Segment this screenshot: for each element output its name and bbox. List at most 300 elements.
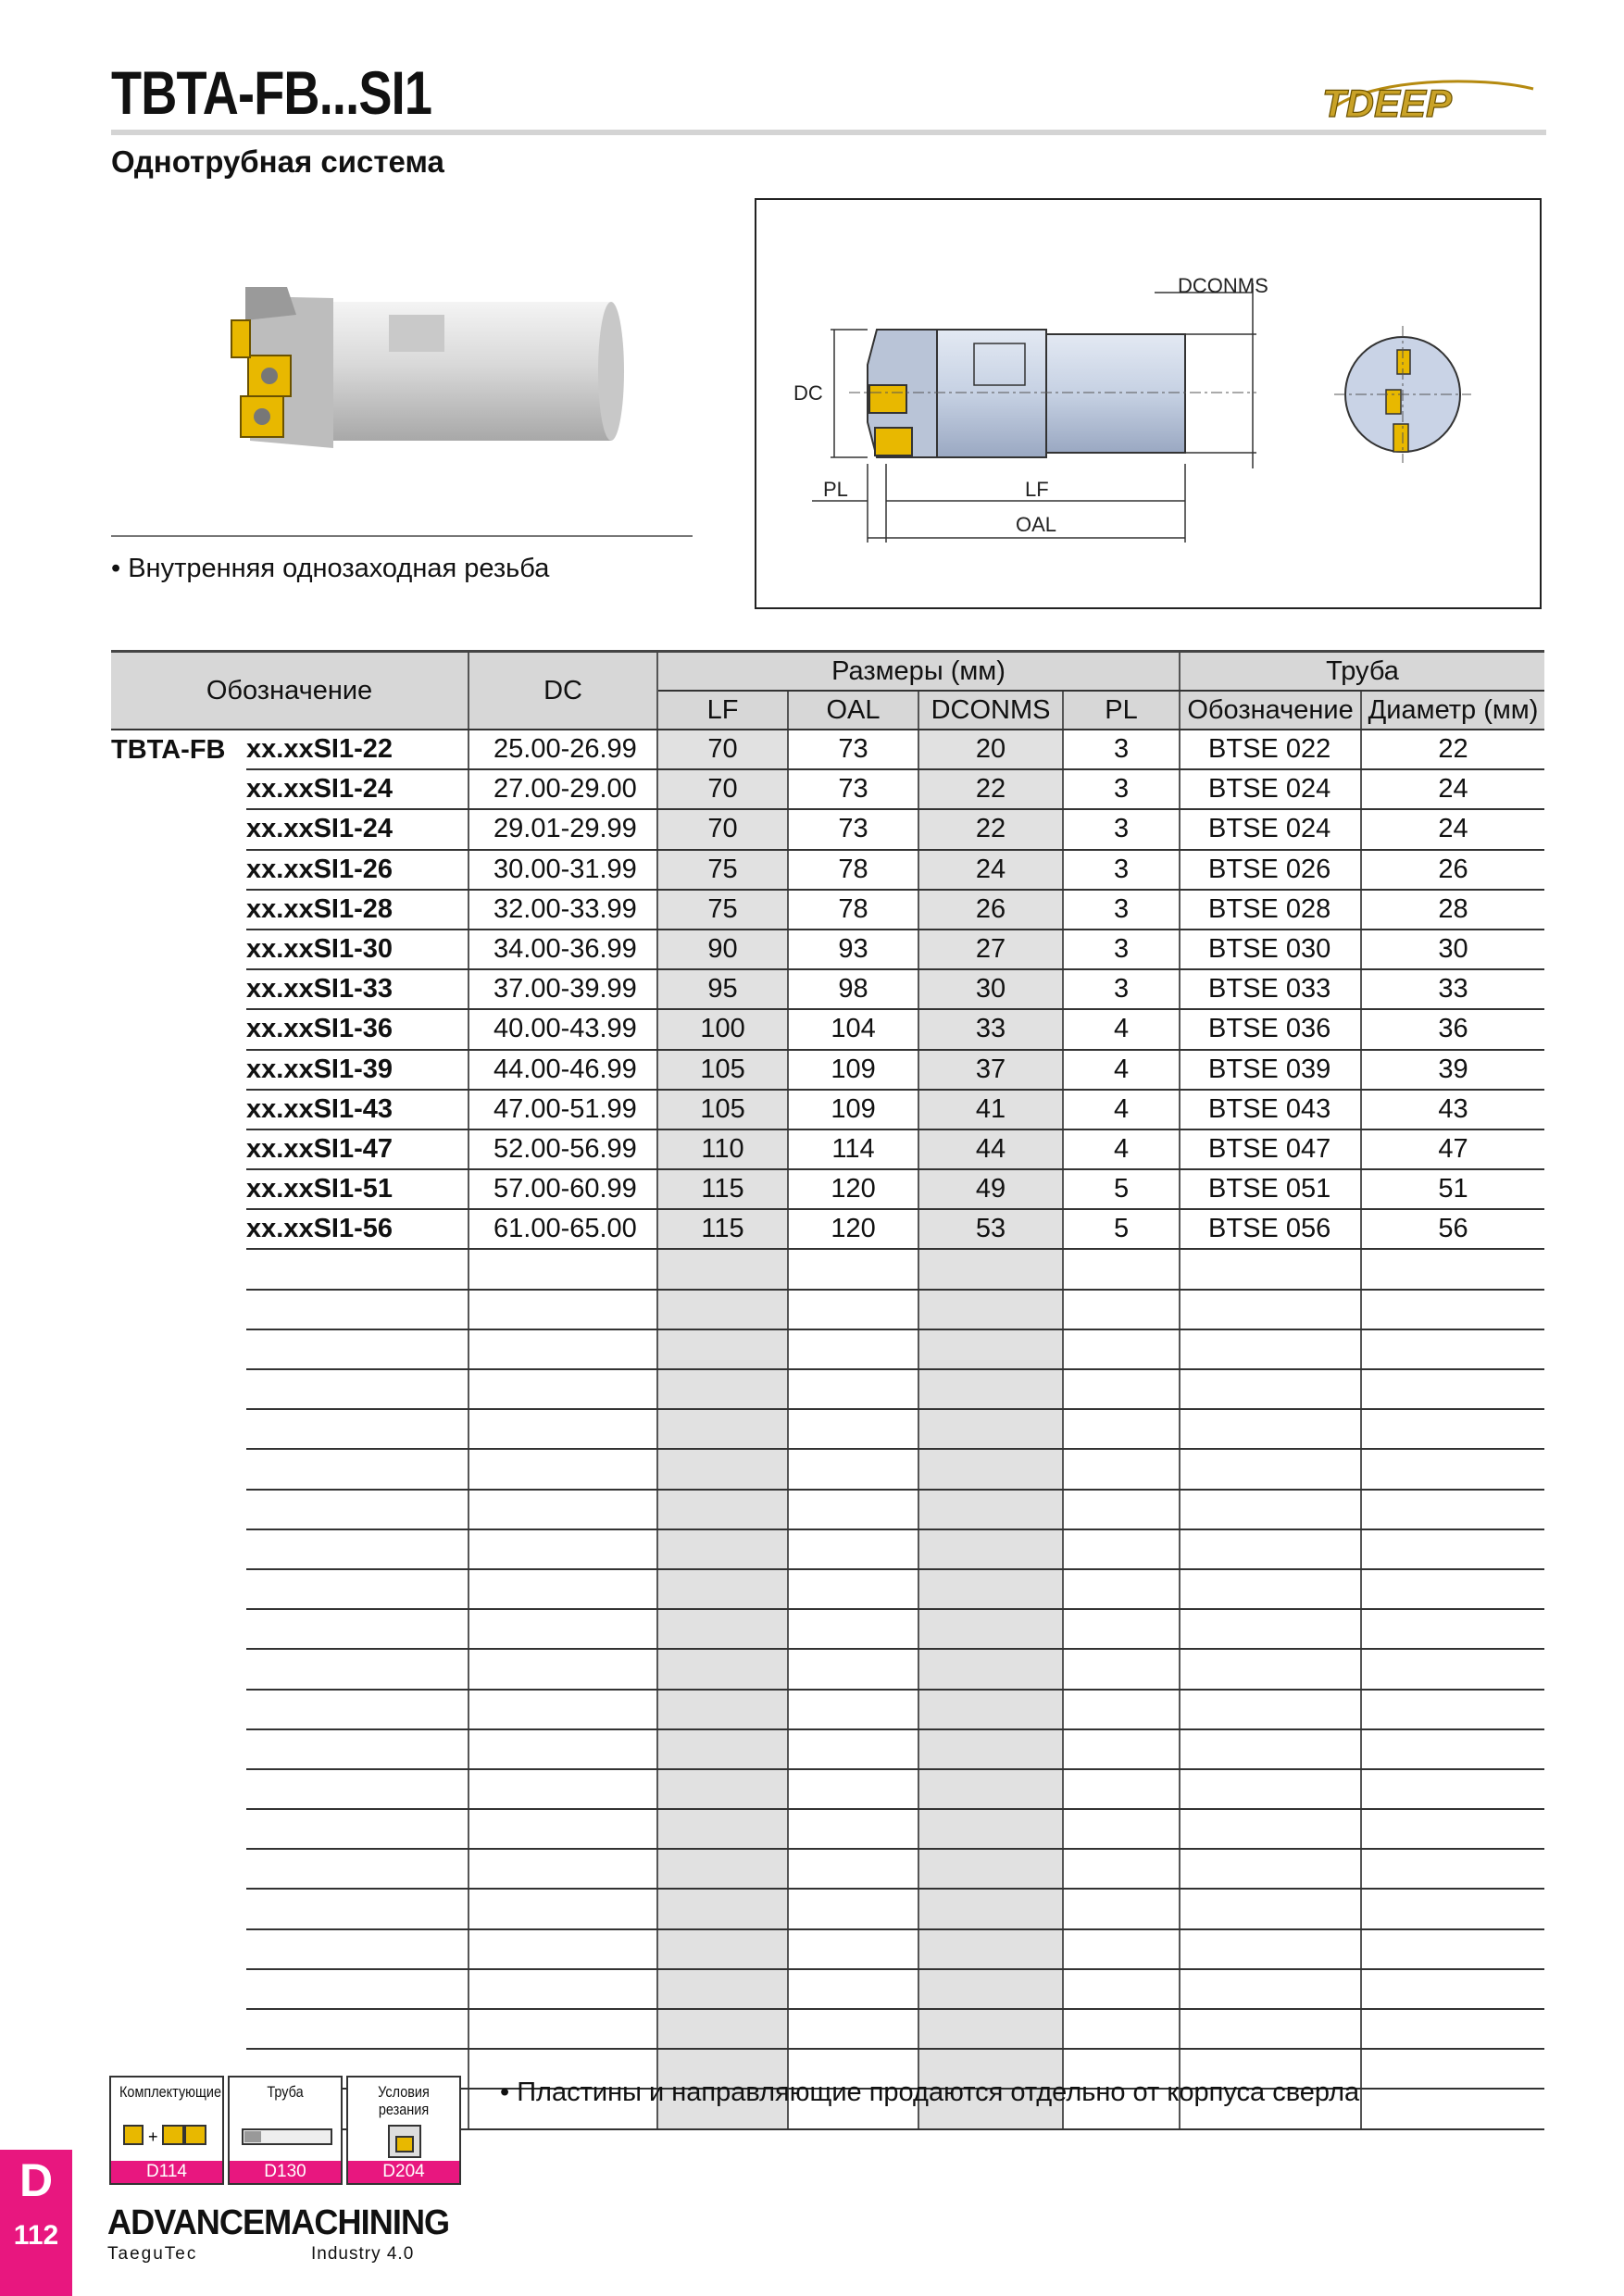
- cell-diameter: [1361, 1569, 1544, 1609]
- cell-lf: [657, 1690, 788, 1729]
- cell-lf: [657, 1409, 788, 1449]
- cell-pl: 3: [1063, 850, 1180, 890]
- cell-diameter: 36: [1361, 1009, 1544, 1049]
- cell-code: xx.xxSI1-56: [246, 1209, 468, 1249]
- cell-oal: 73: [788, 730, 918, 769]
- cell-diameter: [1361, 1449, 1544, 1489]
- table-row: [111, 1129, 1544, 1169]
- cell-diameter: [1361, 1889, 1544, 1928]
- table-row: [111, 1329, 1544, 1369]
- cell-dconms: [918, 1769, 1063, 1809]
- cell-dc: [468, 1889, 657, 1928]
- cell-lf: [657, 1849, 788, 1889]
- cell-lf: 75: [657, 850, 788, 890]
- cell-dc: [468, 1929, 657, 1969]
- cell-lf: [657, 1329, 788, 1369]
- cell-oal: 109: [788, 1090, 918, 1129]
- ref-cutting-title: Условия резания: [378, 2083, 430, 2118]
- cell-diameter: 30: [1361, 930, 1544, 969]
- cell-pl: [1063, 1649, 1180, 1689]
- cell-dconms: [918, 1369, 1063, 1409]
- cell-code: [246, 1729, 468, 1769]
- cell-code: [246, 1809, 468, 1849]
- cell-prefix: [111, 1369, 246, 1409]
- cell-prefix: [111, 1050, 246, 1090]
- cell-tube: BTSE 039: [1180, 1050, 1361, 1090]
- cell-oal: [788, 1769, 918, 1809]
- cell-lf: [657, 1929, 788, 1969]
- header-pl: PL: [1063, 691, 1180, 730]
- cell-prefix: [111, 1409, 246, 1449]
- cell-tube: [1180, 1249, 1361, 1289]
- cell-dc: [468, 1609, 657, 1649]
- table-row: [111, 1290, 1544, 1329]
- cell-diameter: [1361, 1769, 1544, 1809]
- cell-dconms: [918, 1929, 1063, 1969]
- cell-lf: [657, 1809, 788, 1849]
- cell-dconms: 49: [918, 1169, 1063, 1209]
- cell-oal: 104: [788, 1009, 918, 1049]
- cell-dconms: [918, 1849, 1063, 1889]
- cell-dc: 30.00-31.99: [468, 850, 657, 890]
- cell-tube: [1180, 2009, 1361, 2049]
- cell-dc: [468, 1449, 657, 1489]
- cell-oal: [788, 1529, 918, 1569]
- cell-dc: [468, 1849, 657, 1889]
- cell-pl: 3: [1063, 769, 1180, 809]
- tube-icon: [239, 2116, 335, 2153]
- cell-oal: [788, 1889, 918, 1928]
- cell-dc: 32.00-33.99: [468, 890, 657, 930]
- cell-code: xx.xxSI1-24: [246, 809, 468, 849]
- cell-tube: BTSE 056: [1180, 1209, 1361, 1249]
- cell-pl: [1063, 1569, 1180, 1609]
- cell-lf: 115: [657, 1169, 788, 1209]
- table-row: [111, 1449, 1544, 1489]
- cell-pl: [1063, 2009, 1180, 2049]
- cell-dc: 47.00-51.99: [468, 1090, 657, 1129]
- cell-diameter: 56: [1361, 1209, 1544, 1249]
- cell-dconms: 22: [918, 809, 1063, 849]
- cell-dc: [468, 1690, 657, 1729]
- cell-prefix: [111, 1769, 246, 1809]
- cell-pl: 4: [1063, 1009, 1180, 1049]
- cell-diameter: 24: [1361, 769, 1544, 809]
- cell-tube: [1180, 1809, 1361, 1849]
- cell-tube: BTSE 028: [1180, 890, 1361, 930]
- table-row: [111, 930, 1544, 969]
- cell-prefix: [111, 1449, 246, 1489]
- cell-code: [246, 1690, 468, 1729]
- cell-tube: [1180, 1609, 1361, 1649]
- cell-dc: 34.00-36.99: [468, 930, 657, 969]
- cell-code: xx.xxSI1-33: [246, 969, 468, 1009]
- photo-divider: [111, 535, 693, 537]
- cell-oal: [788, 1329, 918, 1369]
- cell-dconms: [918, 1969, 1063, 2009]
- cell-code: [246, 1889, 468, 1928]
- cell-diameter: 51: [1361, 1169, 1544, 1209]
- table-row: [111, 730, 1544, 769]
- cell-oal: [788, 1729, 918, 1769]
- cell-prefix: [111, 2009, 246, 2049]
- cell-lf: [657, 1249, 788, 1289]
- cell-lf: [657, 1369, 788, 1409]
- cell-diameter: [1361, 1409, 1544, 1449]
- cell-lf: [657, 1609, 788, 1649]
- ref-components[interactable]: [109, 2076, 224, 2185]
- cell-prefix: [111, 1290, 246, 1329]
- cell-diameter: [1361, 1849, 1544, 1889]
- cell-pl: [1063, 1849, 1180, 1889]
- table-row: [111, 1409, 1544, 1449]
- cell-prefix: [111, 850, 246, 890]
- cell-tube: [1180, 1490, 1361, 1529]
- cell-tube: [1180, 1449, 1361, 1489]
- cell-oal: 93: [788, 930, 918, 969]
- cell-diameter: 47: [1361, 1129, 1544, 1169]
- cell-lf: 90: [657, 930, 788, 969]
- cell-code: xx.xxSI1-24: [246, 769, 468, 809]
- cell-prefix: [111, 1889, 246, 1928]
- table-row: [111, 1369, 1544, 1409]
- label-oal: OAL: [1016, 513, 1057, 536]
- cell-dconms: 37: [918, 1050, 1063, 1090]
- cell-oal: [788, 1809, 918, 1849]
- cell-dc: [468, 1809, 657, 1849]
- cell-prefix: [111, 1690, 246, 1729]
- brand-industry: Industry 4.0: [311, 2244, 415, 2264]
- cell-dconms: [918, 1409, 1063, 1449]
- cell-lf: 105: [657, 1050, 788, 1090]
- cell-dc: [468, 1409, 657, 1449]
- cell-oal: 120: [788, 1209, 918, 1249]
- cell-tube: [1180, 1369, 1361, 1409]
- cell-dconms: [918, 2009, 1063, 2049]
- ref-components-page: D114: [111, 2161, 222, 2183]
- cell-prefix: [111, 1649, 246, 1689]
- cell-lf: [657, 1569, 788, 1609]
- table-row: [111, 1009, 1544, 1049]
- cell-pl: 5: [1063, 1169, 1180, 1209]
- cell-tube: BTSE 043: [1180, 1090, 1361, 1129]
- cell-diameter: [1361, 1929, 1544, 1969]
- tdeep-logo: [1315, 72, 1546, 124]
- cell-diameter: [1361, 1529, 1544, 1569]
- svg-text:+: +: [148, 2128, 158, 2146]
- cell-prefix: [111, 1809, 246, 1849]
- cell-dconms: [918, 1809, 1063, 1849]
- cell-prefix: [111, 1009, 246, 1049]
- cell-oal: 120: [788, 1169, 918, 1209]
- logo-text: TDEEP: [1322, 81, 1453, 124]
- cell-code: [246, 1969, 468, 2009]
- cell-lf: [657, 1449, 788, 1489]
- cell-lf: 110: [657, 1129, 788, 1169]
- cell-diameter: 26: [1361, 850, 1544, 890]
- cell-code: [246, 1290, 468, 1329]
- cell-code: xx.xxSI1-28: [246, 890, 468, 930]
- cell-oal: 73: [788, 769, 918, 809]
- cell-pl: 4: [1063, 1050, 1180, 1090]
- cell-dc: 25.00-26.99: [468, 730, 657, 769]
- cell-tube: [1180, 1329, 1361, 1369]
- cell-diameter: [1361, 1809, 1544, 1849]
- cell-prefix: [111, 809, 246, 849]
- cell-oal: [788, 2009, 918, 2049]
- table-row: [111, 850, 1544, 890]
- cell-dc: 27.00-29.00: [468, 769, 657, 809]
- components-icon: [120, 2116, 217, 2153]
- table-row: [111, 1249, 1544, 1289]
- cell-dconms: [918, 1290, 1063, 1329]
- cell-dc: 57.00-60.99: [468, 1169, 657, 1209]
- ref-tube[interactable]: [228, 2076, 343, 2185]
- cell-diameter: 24: [1361, 809, 1544, 849]
- cell-dc: 44.00-46.99: [468, 1050, 657, 1090]
- cell-prefix: [111, 1609, 246, 1649]
- cell-code: xx.xxSI1-39: [246, 1050, 468, 1090]
- cell-tube: [1180, 1889, 1361, 1928]
- header-tube-group: Труба: [1180, 652, 1544, 692]
- cell-oal: 73: [788, 809, 918, 849]
- cell-dconms: [918, 1329, 1063, 1369]
- table-row: [111, 1529, 1544, 1569]
- cell-tube: [1180, 1969, 1361, 2009]
- page-number: 112: [13, 2220, 59, 2251]
- header-oal: OAL: [788, 691, 918, 730]
- cell-pl: [1063, 1529, 1180, 1569]
- cell-diameter: 28: [1361, 890, 1544, 930]
- cell-lf: 100: [657, 1009, 788, 1049]
- product-photo: [222, 278, 630, 463]
- page-title: TBTA-FB...SI1: [111, 58, 432, 127]
- cell-dc: [468, 1769, 657, 1809]
- section-letter: D: [19, 2154, 54, 2206]
- table-row: [111, 1809, 1544, 1849]
- cell-code: [246, 1569, 468, 1609]
- cell-code: [246, 1409, 468, 1449]
- table-row: [111, 1209, 1544, 1249]
- cell-tube: BTSE 024: [1180, 769, 1361, 809]
- cell-oal: [788, 1649, 918, 1689]
- cell-dconms: 33: [918, 1009, 1063, 1049]
- cell-tube: BTSE 036: [1180, 1009, 1361, 1049]
- cell-pl: 3: [1063, 930, 1180, 969]
- cell-oal: [788, 1929, 918, 1969]
- cell-lf: [657, 1729, 788, 1769]
- table-row: [111, 1169, 1544, 1209]
- cell-dc: 40.00-43.99: [468, 1009, 657, 1049]
- spec-table: [111, 650, 1544, 2130]
- table-row: [111, 969, 1544, 1009]
- ref-cutting-conditions[interactable]: [346, 2076, 461, 2185]
- cell-dc: 29.01-29.99: [468, 809, 657, 849]
- ref-tube-title: Труба: [267, 2083, 304, 2101]
- cell-dc: [468, 1649, 657, 1689]
- cell-dconms: [918, 1889, 1063, 1928]
- cell-tube: [1180, 1729, 1361, 1769]
- cell-pl: [1063, 1490, 1180, 1529]
- cell-oal: [788, 1369, 918, 1409]
- cell-lf: 70: [657, 809, 788, 849]
- cell-pl: 3: [1063, 809, 1180, 849]
- cell-code: [246, 1329, 468, 1369]
- table-row: [111, 1769, 1544, 1809]
- cell-pl: [1063, 1729, 1180, 1769]
- cell-dc: [468, 1290, 657, 1329]
- cell-diameter: 43: [1361, 1090, 1544, 1129]
- cell-lf: 115: [657, 1209, 788, 1249]
- cell-pl: 3: [1063, 730, 1180, 769]
- cell-dc: [468, 1249, 657, 1289]
- cell-oal: [788, 1849, 918, 1889]
- table-row: [111, 1649, 1544, 1689]
- cell-dconms: [918, 1609, 1063, 1649]
- ref-cutting-page: D204: [348, 2161, 459, 2183]
- cell-tube: [1180, 1529, 1361, 1569]
- header-designation: Обозначение: [111, 652, 468, 730]
- cutting-conditions-icon: [383, 2122, 428, 2163]
- cell-dconms: [918, 1649, 1063, 1689]
- table-row: [111, 1569, 1544, 1609]
- cell-dconms: 20: [918, 730, 1063, 769]
- header-dc: DC: [468, 652, 657, 730]
- cell-tube: [1180, 1409, 1361, 1449]
- cell-lf: [657, 1649, 788, 1689]
- label-dc: DC: [793, 381, 823, 405]
- cell-prefix: TBTA-FB: [111, 734, 226, 765]
- cell-code: xx.xxSI1-22: [246, 730, 468, 769]
- cell-lf: 70: [657, 730, 788, 769]
- label-pl: PL: [823, 478, 848, 501]
- header-dconms: DCONMS: [918, 691, 1063, 730]
- cell-dc: 37.00-39.99: [468, 969, 657, 1009]
- cell-code: [246, 1449, 468, 1489]
- cell-code: [246, 1249, 468, 1289]
- cell-dconms: 41: [918, 1090, 1063, 1129]
- cell-code: xx.xxSI1-36: [246, 1009, 468, 1049]
- cell-dconms: [918, 1729, 1063, 1769]
- cell-tube: [1180, 1569, 1361, 1609]
- cell-dconms: 24: [918, 850, 1063, 890]
- table-row: [111, 1490, 1544, 1529]
- cell-pl: [1063, 1329, 1180, 1369]
- cell-dc: [468, 1369, 657, 1409]
- cell-pl: [1063, 1409, 1180, 1449]
- cell-tube: BTSE 033: [1180, 969, 1361, 1009]
- cell-prefix: [111, 1090, 246, 1129]
- cell-diameter: [1361, 1329, 1544, 1369]
- cell-pl: [1063, 1690, 1180, 1729]
- cell-diameter: 33: [1361, 969, 1544, 1009]
- cell-code: xx.xxSI1-47: [246, 1129, 468, 1169]
- cell-oal: [788, 1409, 918, 1449]
- cell-pl: [1063, 1809, 1180, 1849]
- dimension-diagram: [755, 198, 1542, 609]
- cell-pl: [1063, 1369, 1180, 1409]
- cell-diameter: 22: [1361, 730, 1544, 769]
- cell-dconms: 53: [918, 1209, 1063, 1249]
- table-row: [111, 1090, 1544, 1129]
- brand-taegutec: TaeguTec: [107, 2244, 198, 2264]
- cell-oal: [788, 1690, 918, 1729]
- cell-lf: 70: [657, 769, 788, 809]
- cell-oal: 78: [788, 850, 918, 890]
- table-row: [111, 2009, 1544, 2049]
- cell-tube: BTSE 026: [1180, 850, 1361, 890]
- cell-diameter: [1361, 1290, 1544, 1329]
- cell-oal: 78: [788, 890, 918, 930]
- cell-dconms: 26: [918, 890, 1063, 930]
- cell-prefix: [111, 1569, 246, 1609]
- cell-code: [246, 1769, 468, 1809]
- cell-prefix: [111, 1849, 246, 1889]
- cell-diameter: 39: [1361, 1050, 1544, 1090]
- cell-oal: [788, 1449, 918, 1489]
- header-tube-designation: Обозначение: [1180, 691, 1361, 730]
- cell-pl: [1063, 1290, 1180, 1329]
- table-row: [111, 1050, 1544, 1090]
- cell-diameter: [1361, 1249, 1544, 1289]
- cell-oal: [788, 1969, 918, 2009]
- cell-pl: 3: [1063, 969, 1180, 1009]
- cell-prefix: [111, 1490, 246, 1529]
- cell-code: [246, 1529, 468, 1569]
- label-lf: LF: [1025, 478, 1049, 501]
- cell-diameter: [1361, 1690, 1544, 1729]
- cell-dc: [468, 1569, 657, 1609]
- table-row: [111, 809, 1544, 849]
- cell-dc: [468, 2009, 657, 2049]
- cell-prefix: [111, 1969, 246, 2009]
- table-row: [111, 1889, 1544, 1928]
- cell-oal: 98: [788, 969, 918, 1009]
- cell-diameter: [1361, 1609, 1544, 1649]
- cell-diameter: [1361, 1729, 1544, 1769]
- cell-prefix: [111, 1329, 246, 1369]
- cell-oal: [788, 1290, 918, 1329]
- cell-tube: [1180, 1649, 1361, 1689]
- cell-dc: 52.00-56.99: [468, 1129, 657, 1169]
- cell-oal: [788, 1490, 918, 1529]
- cell-diameter: [1361, 2049, 1544, 2089]
- cell-pl: [1063, 1449, 1180, 1489]
- cell-diameter: [1361, 1369, 1544, 1409]
- cell-lf: 95: [657, 969, 788, 1009]
- cell-lf: [657, 1290, 788, 1329]
- cell-dc: [468, 1329, 657, 1369]
- cell-dconms: [918, 1449, 1063, 1489]
- table-row: [111, 1849, 1544, 1889]
- header-dimensions-group: Размеры (мм): [657, 652, 1180, 692]
- cell-diameter: [1361, 1649, 1544, 1689]
- cell-code: [246, 1609, 468, 1649]
- cell-code: [246, 2009, 468, 2049]
- cell-tube: [1180, 1290, 1361, 1329]
- cell-oal: 114: [788, 1129, 918, 1169]
- cell-dconms: [918, 1690, 1063, 1729]
- cell-oal: [788, 1609, 918, 1649]
- cell-dc: [468, 1729, 657, 1769]
- table-row: [111, 890, 1544, 930]
- cell-dconms: [918, 1569, 1063, 1609]
- cell-prefix: [111, 969, 246, 1009]
- table-row: [111, 769, 1544, 809]
- cell-prefix: [111, 1729, 246, 1769]
- cell-lf: [657, 1769, 788, 1809]
- cell-dc: [468, 1490, 657, 1529]
